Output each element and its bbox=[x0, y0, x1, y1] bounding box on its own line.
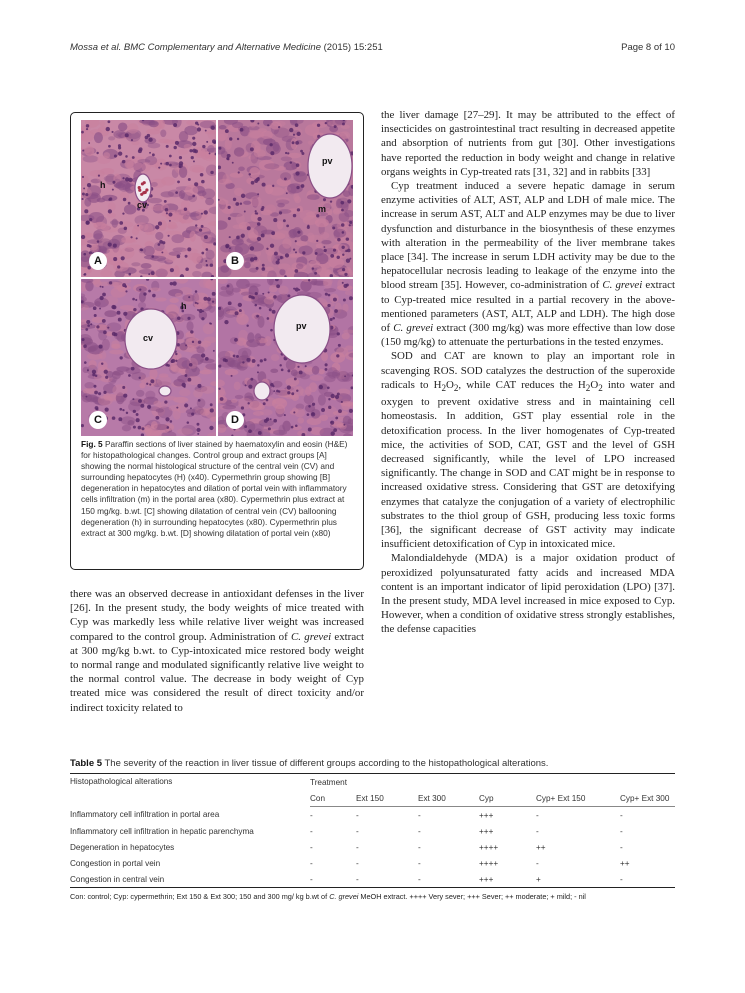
figure-caption bbox=[81, 439, 351, 539]
table-title-text: The severity of the reaction in liver tissue of different groups according to the histopathological alterations. bbox=[104, 758, 549, 769]
table-title bbox=[70, 758, 675, 769]
panel-d-label: D bbox=[226, 411, 244, 429]
table-cell: - bbox=[310, 871, 356, 888]
panel-b-label: B bbox=[226, 252, 244, 270]
right-p3-part-a: SOD and CAT are known to play an important role in scavenging ROS. SOD catalyzes the destruction of the superoxide radicals to H bbox=[381, 350, 675, 391]
running-header bbox=[70, 42, 675, 56]
table-cell: - bbox=[356, 810, 359, 820]
table-row bbox=[70, 839, 675, 855]
table-row-label: Inflammatory cell infiltration in portal area bbox=[70, 810, 220, 820]
micrograph-panels bbox=[81, 120, 353, 436]
right-p2-part-b: extract to Cyp-treated mice resulted in a partial recovery in the above-mentioned parameters (AST, ALT, ALP and LDH). The high dose of bbox=[381, 279, 675, 335]
table-header-row bbox=[70, 774, 675, 791]
table-column-header: Ext 150 bbox=[356, 790, 418, 807]
citation-year-vol: (2015) 15:251 bbox=[323, 42, 383, 53]
right-p2-part-a: Cyp treatment induced a severe hepatic damage in serum enzyme activities of ALT, AST, ALP and LDH of male mice. The increase in serum AST, ALT and ALP enzymes may be due to liver dysfunction and disturbance in the biosynthesis of these enzymes with alteration in the permeability of the liver membrane takes place [34]. The increase in serum LDH activity may be due to the hepatocellular necrosis leading to leakage of the enzyme into the blood stream [35]. However, co-administration of bbox=[381, 180, 675, 292]
species-name: C. grevei bbox=[329, 892, 359, 901]
panel-b-tag-pv: pv bbox=[322, 156, 333, 166]
species-name: C. grevei bbox=[393, 322, 434, 335]
table-row-label: Degeneration in hepatocytes bbox=[70, 842, 175, 852]
table-column-header: Cyp+ Ext 150 bbox=[536, 790, 620, 807]
table-cell: - bbox=[418, 826, 421, 836]
table-header-treatment: Treatment bbox=[310, 774, 675, 791]
table-column-header: Con bbox=[310, 790, 356, 807]
figure-5 bbox=[70, 112, 364, 570]
page-number: Page 8 of 10 bbox=[621, 42, 675, 53]
subscript: 2 bbox=[441, 383, 446, 394]
subscript: 2 bbox=[585, 383, 591, 394]
left-paragraph-1 bbox=[70, 587, 364, 715]
panel-a-label: A bbox=[89, 252, 107, 270]
citation bbox=[70, 42, 383, 53]
table-row-label: Inflammatory cell infiltration in hepatic parenchyma bbox=[70, 826, 254, 836]
table-cell: - bbox=[310, 810, 313, 820]
right-p2-part-c: extract (300 mg/kg) was more effective than low dose (150 mg/kg) to attenuate the perturbations in the tested enzymes. bbox=[381, 322, 676, 349]
severity-table bbox=[70, 773, 675, 888]
right-p3-part-b: , while CAT reduces the H bbox=[458, 378, 586, 391]
table-cell: ++++ bbox=[479, 842, 499, 852]
right-paragraph-4: Malondialdehyde (MDA) is a major oxidation product of peroxidized polyunsaturated fatty acids and increased MDA content is an important indicator of lipid peroxidation (LPO) [37]. In the present study, MDA level increased in mice exposed to Cyp. However, when a condition of oxidative stress strongly establishes, the defense capacities bbox=[381, 552, 675, 636]
figure-caption-text: Paraffin sections of liver stained by haematoxylin and eosin (H&E) for histopathological changes. Control group and extract groups [A] showing the normal histological structure of the central vein (CV) and surrounding hepatocytes (H) (x40). Cypermethrin group showing [B] degeneration in hepatocytes and dilation of portal vein with inflammatory cells infiltration (m) in the portal area (x80). Cypermethrin plus extract at 150 mg/kg. b.wt. [C] showing dilatation of central vein (CV) ballooning degeneration (h) in surrounding hepatocytes (x80). Cypermethrin plus extract at 300 mg/kg. b.wt. [D] showing dilatation of portal vein (x80) bbox=[81, 439, 348, 538]
panel-c-tag-h: h bbox=[181, 301, 187, 311]
panel-a-tag-cv: cv bbox=[137, 200, 148, 210]
table-label: Table 5 bbox=[70, 758, 103, 769]
formula-part: O bbox=[446, 378, 454, 391]
table-cell: - bbox=[356, 858, 359, 868]
table-column-header: Cyp+ Ext 300 bbox=[620, 790, 675, 807]
table-cell: - bbox=[310, 858, 313, 868]
table-row bbox=[70, 823, 675, 839]
table-cell: ++ bbox=[620, 858, 630, 868]
table-cell: - bbox=[536, 858, 539, 868]
figure-caption-label: Fig. 5 bbox=[81, 439, 103, 449]
right-paragraph-2 bbox=[381, 179, 675, 349]
formula-part: O bbox=[590, 378, 599, 391]
footnote-part-b: MeOH extract. ++++ Very sever; +++ Sever; ++ moderate; + mild; - nil bbox=[358, 892, 586, 901]
left-p1-part-b: extract at 300 mg/kg b.wt. to Cyp-intoxicated mice restored body weight to normal range and modulated significantly relative live weight to the normal control value. The decrease in body weight of Cyp treated mice was considered the result of direct toxicity and/or indirect toxicity related to bbox=[70, 630, 365, 714]
table-cell: - bbox=[310, 842, 313, 852]
table-cell: - bbox=[536, 826, 539, 836]
table-cell: - bbox=[418, 842, 421, 852]
right-paragraph-1: the liver damage [27–29]. It may be attributed to the effect of insecticides on gastrointestinal tract resulting in decreased appetite and absorption of nutrients from gut [30]. Other investigations have reported the reduction in body weight and change in relative organs weights in Cyp-treated rats [31, 32] and in rabbits [33] bbox=[381, 109, 675, 178]
table-cell: +++ bbox=[479, 826, 494, 836]
panel-c-tag-cv: cv bbox=[143, 333, 154, 343]
table-row-label: Congestion in portal vein bbox=[70, 858, 161, 868]
table-row-label: Congestion in central vein bbox=[70, 871, 310, 888]
species-name: C. grevei bbox=[602, 279, 643, 292]
micrograph-panel-a bbox=[81, 120, 216, 277]
right-p3-part-c: into water and oxygen to prevent oxidative stress and in maintaining cell homeostasis. In addition, GST play essential role in the detoxification process. In the liver homogenates of Cyp-treated mice, the activities of SOD, CAT, GST and the level of GSH decreased significantly, while the level of LPO increased significantly. The change in SOD and CAT might be in response to increased oxidative stress. Considering that GST are detoxifying enzymes that catalyze the conjugation of a variety of electrophilic substrates to the thiol group of GSH, producing less toxic forms [36], the significant decrease of GST activity may indicate insufficient detoxification of Cyp in intoxicated mice. bbox=[381, 378, 675, 551]
table-cell: - bbox=[310, 826, 313, 836]
citation-journal: BMC Complementary and Alternative Medicine bbox=[123, 42, 321, 53]
right-column-text bbox=[381, 108, 675, 637]
species-name: C. grevei bbox=[291, 630, 332, 643]
footnote-part-a: Con: control; Cyp: cypermethrin; Ext 150 & Ext 300; 150 and 300 mg/ kg b.wt of bbox=[70, 892, 330, 901]
micrograph-panel-c bbox=[81, 279, 216, 436]
micrograph-panel-d bbox=[218, 279, 353, 436]
panel-d-tag-pv: pv bbox=[296, 321, 307, 331]
table-body bbox=[70, 807, 675, 888]
micrograph-panel-b bbox=[218, 120, 353, 277]
panel-b-tag-m: m bbox=[318, 204, 327, 214]
table-cell: - bbox=[620, 826, 623, 836]
table-cell: +++ bbox=[479, 810, 494, 820]
table-cell: - bbox=[356, 871, 418, 888]
table-cell: - bbox=[620, 810, 623, 820]
table-cell: ++++ bbox=[479, 858, 499, 868]
subscript: 2 bbox=[453, 383, 459, 394]
table-header-alteration: Histopathological alterations bbox=[70, 774, 310, 807]
left-p1-part-a: there was an observed decrease in antioxidant defenses in the liver [26]. In the present study, the body weights of mice treated with Cyp was markedly less while relative liver weight was increased compared to the control group. Administration of bbox=[70, 588, 364, 643]
left-column-text bbox=[70, 587, 364, 715]
table-cell: - bbox=[536, 810, 539, 820]
table-cell: - bbox=[418, 858, 421, 868]
table-column-header: Cyp bbox=[479, 790, 536, 807]
table-cell: - bbox=[418, 810, 421, 820]
panel-c-label: C bbox=[89, 411, 107, 429]
table-cell: - bbox=[620, 871, 675, 888]
table-column-header: Ext 300 bbox=[418, 790, 479, 807]
table-cell: - bbox=[418, 871, 479, 888]
table-5 bbox=[70, 758, 675, 901]
table-row bbox=[70, 855, 675, 871]
table-cell: - bbox=[620, 842, 623, 852]
table-row bbox=[70, 807, 675, 824]
subscript: 2 bbox=[598, 383, 603, 394]
table-cell: + bbox=[536, 871, 620, 888]
table-cell: +++ bbox=[479, 871, 536, 888]
citation-authors: Mossa et al. bbox=[70, 42, 122, 53]
panel-a-tag-h: h bbox=[100, 180, 106, 190]
table-cell: - bbox=[356, 842, 359, 852]
table-cell: - bbox=[356, 826, 359, 836]
table-footnote bbox=[70, 892, 675, 901]
table-cell: ++ bbox=[536, 842, 546, 852]
table-row bbox=[70, 871, 675, 888]
right-paragraph-3 bbox=[381, 349, 675, 551]
